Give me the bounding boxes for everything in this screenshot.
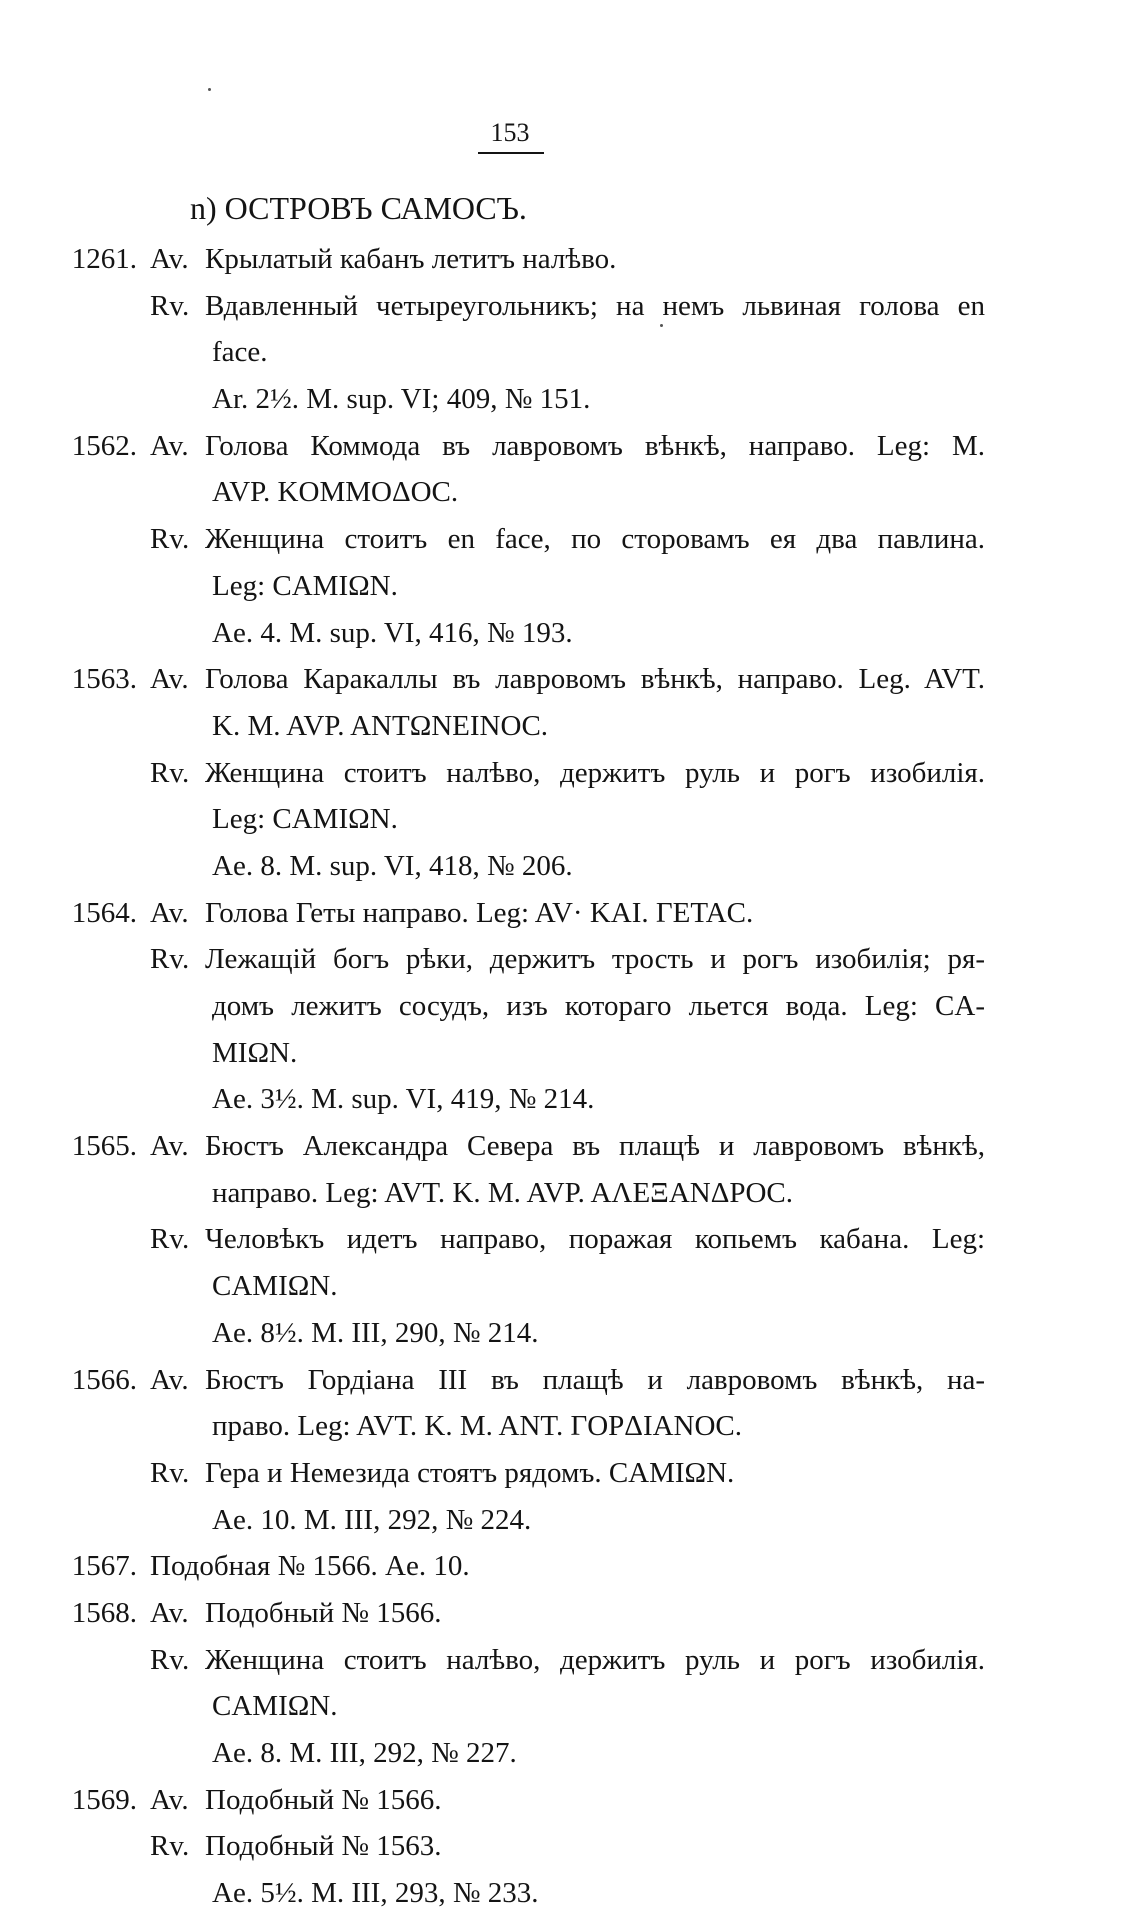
entry-line — [0, 1730, 1140, 1777]
entry-text: Женщина стоитъ налѣво, держитъ руль и рогъ изобилія. — [205, 1643, 985, 1676]
entry-text: Ae. 8. M. III, 292, № 227. — [212, 1737, 517, 1769]
reverse-label: Rv. — [150, 756, 190, 789]
entry-text: Подобный № 1566. — [205, 1596, 442, 1629]
entry-text: Крылатый кабанъ летитъ налѣво. — [205, 243, 617, 275]
entry-number: 1566. — [71, 1363, 137, 1396]
entry-line — [0, 750, 1140, 797]
entry-line — [0, 1310, 1140, 1357]
entry-text: Ae. 4. M. sup. VI, 416, № 193. — [212, 616, 573, 649]
entry-line — [0, 329, 1140, 376]
entry-number: 1568. — [71, 1596, 137, 1629]
obverse-label: Av. — [150, 1363, 189, 1396]
entry-line — [0, 1076, 1140, 1123]
entry-line — [0, 890, 1140, 937]
entry-line — [0, 1683, 1140, 1730]
entry-text: Leg: CAMIΩN. — [212, 569, 398, 602]
entry-line — [0, 1543, 1140, 1590]
entry-number: 1564. — [71, 896, 137, 929]
entry-text: Leg: CAMIΩN. — [212, 803, 398, 836]
entry-text: Бюстъ Гордіана III въ плащѣ и лавровомъ вѣнкѣ, на- — [205, 1363, 985, 1396]
entry-line — [0, 236, 1140, 283]
obverse-label: Av. — [150, 1130, 189, 1163]
entry-text: K. M. AVP. ANTΩNEINOC. — [212, 709, 549, 742]
entry-text: Лежащій богъ рѣки, держитъ трость и рогъ изобилія; ря- — [205, 943, 985, 976]
entry-number: 1565. — [71, 1130, 137, 1163]
entry-text: Ae. 3½. M. sup. VI, 419, № 214. — [212, 1083, 595, 1116]
entry-line — [0, 1777, 1140, 1824]
entry-line — [0, 656, 1140, 703]
reverse-label: Rv. — [150, 1643, 190, 1676]
obverse-label: Av. — [150, 663, 189, 696]
entry-line — [0, 423, 1140, 470]
entry-text: face. — [212, 336, 268, 369]
obverse-label: Av. — [150, 429, 189, 462]
page-number: 153 — [490, 118, 530, 147]
entry-line — [0, 1497, 1140, 1544]
entry-text: Ae. 8. M. sup. VI, 418, № 206. — [212, 849, 573, 882]
entry-line — [0, 1450, 1140, 1497]
print-speck — [660, 324, 663, 327]
obverse-label: Av. — [150, 243, 189, 275]
entry-text: CAMIΩN. — [212, 1690, 338, 1723]
entry-text: Ae. 10. M. III, 292, № 224. — [212, 1503, 532, 1536]
entry-text: MIΩN. — [212, 1036, 298, 1069]
reverse-label: Rv. — [150, 1223, 190, 1256]
entry-line — [0, 936, 1140, 983]
entry-line — [0, 1170, 1140, 1217]
entry-line — [0, 983, 1140, 1030]
entry-text: Голова Коммода въ лавровомъ вѣнкѣ, направо. Leg: M. — [205, 429, 985, 462]
entry-text: Подобная № 1566. Ae. 10. — [150, 1550, 470, 1583]
entry-text: направо. Leg: AVT. K. M. AVP. AΛEΞANΔPOC. — [212, 1176, 794, 1209]
entry-text: AVP. KOMMOΔOC. — [212, 476, 459, 509]
entry-line — [0, 796, 1140, 843]
page-number-underline — [478, 152, 544, 154]
entry-line — [0, 1030, 1140, 1077]
entry-text: Человѣкъ идетъ направо, поражая копьемъ кабана. Leg: — [205, 1223, 985, 1256]
entry-line — [0, 1403, 1140, 1450]
entry-number: 1562. — [71, 429, 137, 462]
entry-number: 1569. — [71, 1783, 137, 1816]
obverse-label: Av. — [150, 1783, 189, 1816]
print-speck — [208, 88, 211, 91]
entry-line — [0, 1357, 1140, 1404]
entry-text: Подобный № 1563. — [205, 1830, 442, 1863]
entry-text: Ae. 5½. M. III, 293, № 233. — [212, 1877, 539, 1910]
reverse-label: Rv. — [150, 289, 190, 322]
entry-text: Вдавленный четыреугольникъ; на немъ львиная голова en — [205, 289, 985, 322]
entry-text: Женщина стоитъ en face, по сторовамъ ея два павлина. — [205, 523, 985, 556]
obverse-label: Av. — [150, 896, 189, 929]
entry-number: 1563. — [71, 663, 137, 696]
reverse-label: Rv. — [150, 1830, 190, 1863]
entry-line — [0, 516, 1140, 563]
entry-line — [0, 469, 1140, 516]
reverse-label: Rv. — [150, 523, 190, 556]
entry-line — [0, 1216, 1140, 1263]
entry-text: Голова Каракаллы въ лавровомъ вѣнкѣ, направо. Leg. AVT. — [205, 663, 985, 696]
reverse-label: Rv. — [150, 1456, 190, 1489]
entry-line — [0, 1263, 1140, 1310]
entry-number: 1567. — [71, 1550, 137, 1583]
entry-line — [0, 376, 1140, 423]
entry-number: 1261. — [71, 243, 137, 275]
entry-text: Ae. 8½. M. III, 290, № 214. — [212, 1316, 539, 1349]
entry-text: Голова Геты направо. Leg: AV· KAI. ΓETAC. — [205, 896, 754, 929]
obverse-label: Av. — [150, 1596, 189, 1629]
entry-line — [0, 843, 1140, 890]
entry-line — [0, 703, 1140, 750]
entry-text: Подобный № 1566. — [205, 1783, 442, 1816]
reverse-label: Rv. — [150, 943, 190, 976]
entry-line — [0, 563, 1140, 610]
entry-line — [0, 1870, 1140, 1917]
entry-line — [0, 1637, 1140, 1684]
entry-line — [0, 610, 1140, 657]
entry-line — [0, 1823, 1140, 1870]
entry-line — [0, 283, 1140, 330]
entry-line — [0, 1123, 1140, 1170]
entry-text: право. Leg: AVT. K. M. ANT. ΓOPΔIANOC. — [212, 1410, 743, 1443]
entry-text: Бюстъ Александра Севера въ плащѣ и лавровомъ вѣнкѣ, — [205, 1130, 985, 1163]
section-title: n) ОСТРОВЪ САМОСЪ. — [190, 190, 527, 226]
entry-text: Гера и Немезида стоятъ рядомъ. CAMIΩN. — [205, 1456, 735, 1489]
catalog-entries — [0, 236, 1140, 1917]
entry-text: домъ лежитъ сосудъ, изъ котораго льется вода. Leg: CA- — [212, 990, 985, 1022]
entry-text: CAMIΩN. — [212, 1270, 338, 1303]
entry-text: Женщина стоитъ налѣво, держитъ руль и рогъ изобилія. — [205, 756, 985, 789]
entry-text: Ar. 2½. M. sup. VI; 409, № 151. — [212, 383, 591, 416]
entry-line — [0, 1590, 1140, 1637]
